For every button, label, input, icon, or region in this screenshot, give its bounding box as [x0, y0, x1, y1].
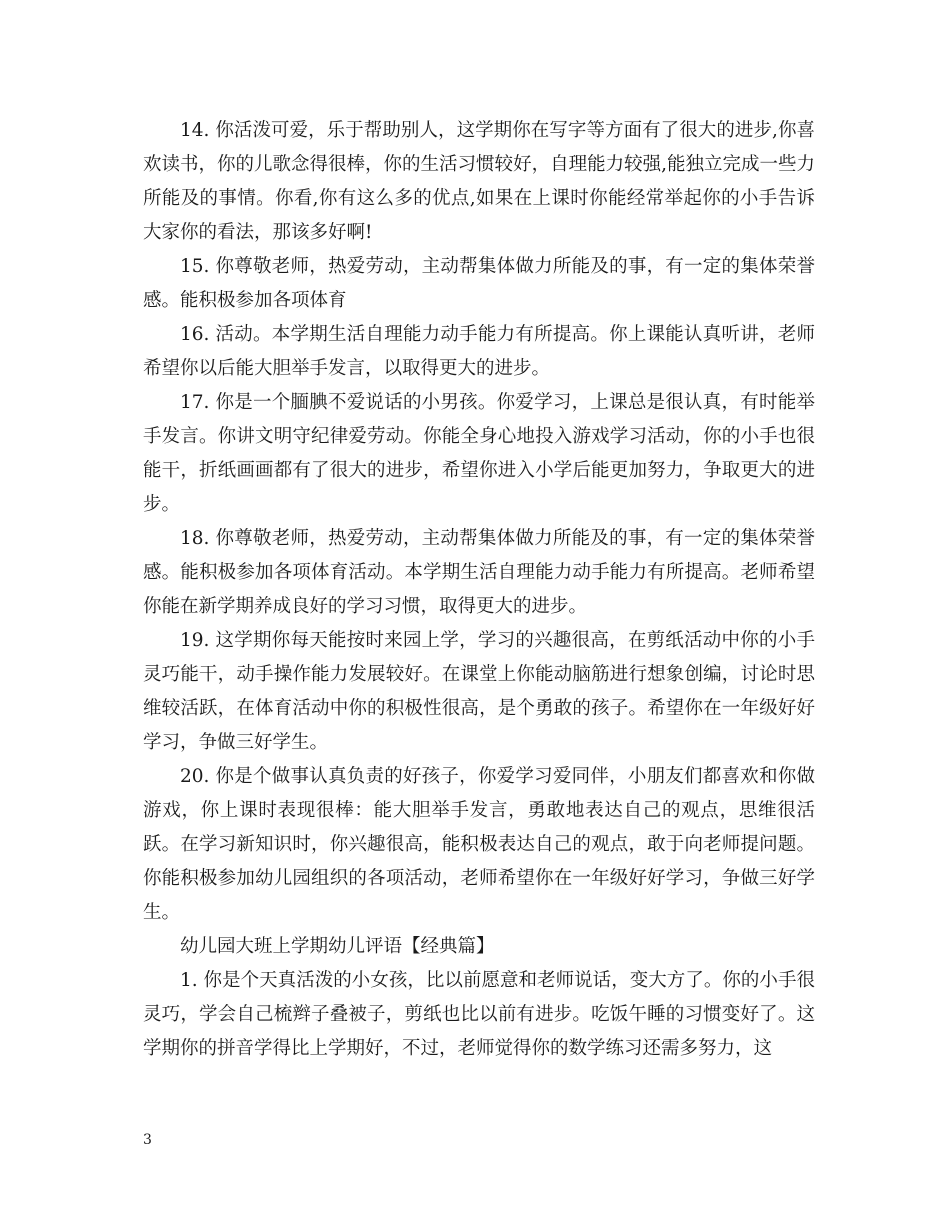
document-body: [143, 114, 815, 1066]
page-number: 3: [143, 1132, 152, 1148]
comment-paragraph-17: 17. 你是一个腼腆不爱说话的小男孩。你爱学习，上课总是很认真，有时能举手发言。你讲文明守纪律爱劳动。你能全身心地投入游戏学习活动，你的小手也很能干，折纸画画都有了很大的进步，希望你进入小学后能更加努力，争取更大的进步。: [143, 392, 815, 515]
comment-paragraph-18: 18. 你尊敬老师，热爱劳动，主动帮集体做力所能及的事，有一定的集体荣誉感。能积极参加各项体育活动。本学期生活自理能力动手能力有所提高。老师希望你能在新学期养成良好的学习习惯，取得更大的进步。: [143, 528, 815, 617]
section-heading: 幼儿园大班上学期幼儿评语【经典篇】: [180, 936, 495, 957]
comment-paragraph-14: 14. 你活泼可爱，乐于帮助别人，这学期你在写字等方面有了很大的进步,你喜欢读书，你的儿歌念得很棒，你的生活习惯较好，自理能力较强,能独立完成一些力所能及的事情。你看,你有这么多的优点,如果在上课时你能经常举起你的小手告诉大家你的看法，那该多好啊!: [143, 120, 815, 243]
comment-paragraph-16: 16. 活动。本学期生活自理能力动手能力有所提高。你上课能认真听讲，老师希望你以后能大胆举手发言，以取得更大的进步。: [143, 324, 815, 379]
comment-paragraph-1: 1. 你是个天真活泼的小女孩，比以前愿意和老师说话，变大方了。你的小手很灵巧，学会自己梳辫子叠被子，剪纸也比以前有进步。吃饭午睡的习惯变好了。这学期你的拼音学得比上学期好，不过，老师觉得你的数学练习还需多努力，这: [143, 970, 815, 1059]
comment-paragraph-19: 19. 这学期你每天能按时来园上学，学习的兴趣很高，在剪纸活动中你的小手灵巧能干，动手操作能力发展较好。在课堂上你能动脑筋进行想象创编，讨论时思维较活跃，在体育活动中你的积极性很高，是个勇敢的孩子。希望你在一年级好好学习，争做三好学生。: [143, 630, 815, 753]
comment-paragraph-15: 15. 你尊敬老师，热爱劳动，主动帮集体做力所能及的事，有一定的集体荣誉感。能积极参加各项体育: [143, 256, 815, 311]
comment-paragraph-20: 20. 你是个做事认真负责的好孩子，你爱学习爱同伴，小朋友们都喜欢和你做游戏，你上课时表现很棒：能大胆举手发言，勇敢地表达自己的观点，思维很活跃。在学习新知识时，你兴趣很高，能积极表达自己的观点，敢于向老师提问题。你能积极参加幼儿园组织的各项活动，老师希望你在一年级好好学习，争做三好学生。: [143, 766, 815, 923]
